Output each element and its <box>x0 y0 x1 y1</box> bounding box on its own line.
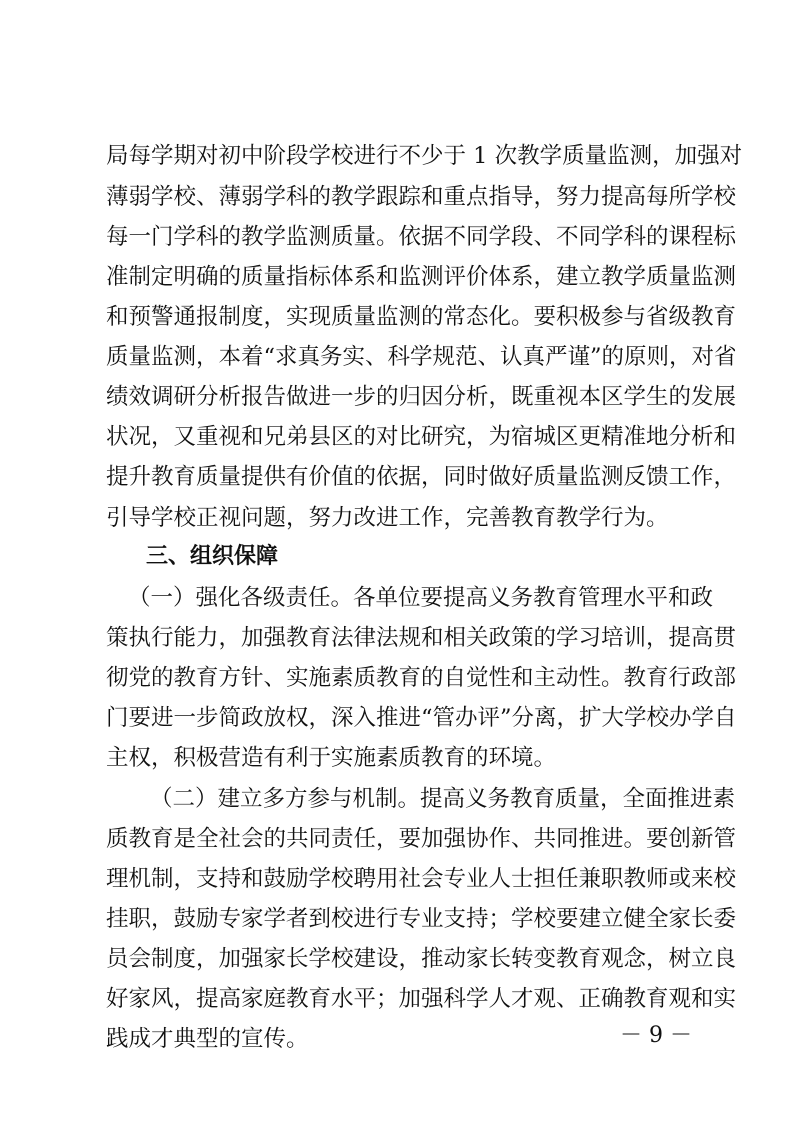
section-heading: 三、组织保障 <box>146 544 279 569</box>
body-line: 局每学期对初中阶段学校进行不少于 1 次教学质量监测，加强对 <box>106 143 743 169</box>
body-line: 提升教育质量提供有价值的依据，同时做好质量监测反馈工作， <box>106 464 737 490</box>
body-line: 每一门学科的教学监测质量。依据不同学段、不同学科的课程标 <box>106 224 737 250</box>
body-line: 绩效调研分析报告做进一步的归因分析，既重视本区学生的发展 <box>106 384 737 410</box>
body-line: 理机制，支持和鼓励学校聘用社会专业人士担任兼职教师或来校 <box>106 866 737 892</box>
body-line: 策执行能力，加强教育法律法规和相关政策的学习培训，提高贯 <box>106 625 737 651</box>
body-line: 挂职，鼓励专家学者到校进行专业支持；学校要建立健全家长委 <box>106 906 737 932</box>
body-line: （二）建立多方参与机制。提高义务教育质量，全面推进素 <box>150 786 736 812</box>
body-line: 质量监测，本着“求真务实、科学规范、认真严谨”的原则，对省 <box>106 344 737 370</box>
body-line: 和预警通报制度，实现质量监测的常态化。要积极参与省级教育 <box>106 304 737 330</box>
body-line: 状况，又重视和兄弟县区的对比研究，为宿城区更精准地分析和 <box>106 424 737 450</box>
body-line: 薄弱学校、薄弱学科的教学跟踪和重点指导，努力提高每所学校 <box>106 184 737 210</box>
body-line: 主权，积极营造有利于实施素质教育的环境。 <box>106 745 557 771</box>
body-line: 引导学校正视问题，努力改进工作，完善教育教学行为。 <box>106 505 669 531</box>
body-line: 彻党的教育方针、实施素质教育的自觉性和主动性。教育行政部 <box>106 665 737 691</box>
body-line: 质教育是全社会的共同责任，要加强协作、共同推进。要创新管 <box>106 826 737 852</box>
body-line: 践成才典型的宣传。 <box>106 1026 309 1052</box>
page-number: － 9 － <box>620 1023 692 1048</box>
body-line: 员会制度，加强家长学校建设，推动家长转变教育观念，树立良 <box>106 946 737 972</box>
body-line: 门要进一步简政放权，深入推进“管办评”分离，扩大学校办学自 <box>106 705 737 731</box>
body-line: （一）强化各级责任。各单位要提高义务教育管理水平和政 <box>128 585 714 611</box>
body-line: 准制定明确的质量指标体系和监测评价体系，建立教学质量监测 <box>106 264 737 290</box>
body-line: 好家风，提高家庭教育水平；加强科学人才观、正确教育观和实 <box>106 986 737 1012</box>
